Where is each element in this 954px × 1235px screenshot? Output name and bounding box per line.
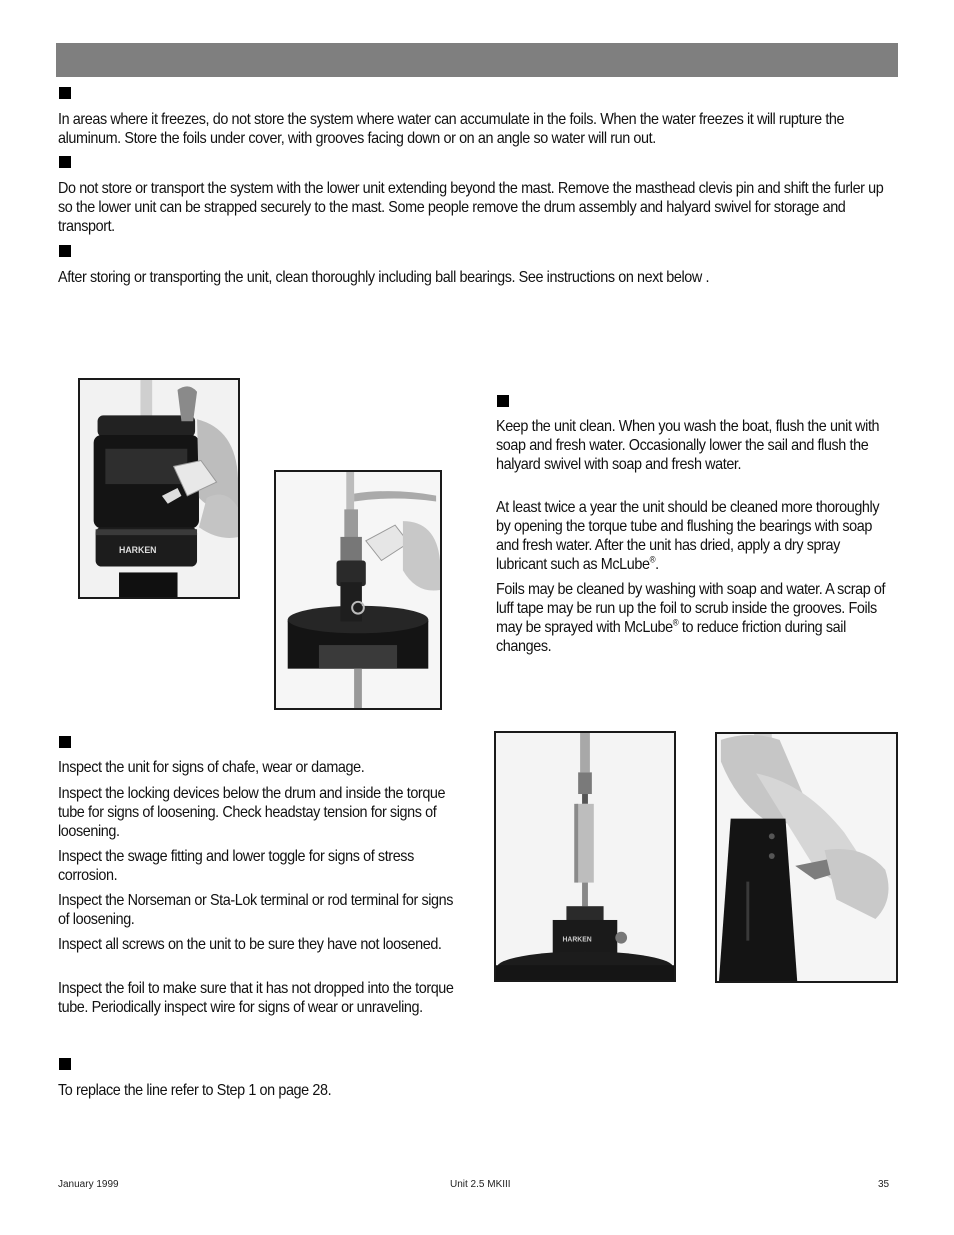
photo-lubricating-drum: [78, 378, 240, 599]
photo-lubricating-swivel: [274, 470, 442, 710]
section-bullet-transport: [59, 156, 71, 168]
cleaning-paragraph-3: [496, 580, 892, 656]
footer-unit: Unit 2.5 MKIII: [450, 1179, 511, 1190]
line-replacement-paragraph: To replace the line refer to Step 1 on page 28.: [58, 1082, 332, 1099]
transport-paragraph: Do not store or transport the system with the lower unit extending beyond the mast. Remove the masthead clevis pin and shift the furler up so the lower unit can be strapped securely to the mast. Some people remove the drum assembly and halyard swivel for storage and transport.: [58, 180, 884, 235]
section-bullet-after-storage: [59, 245, 71, 257]
after-storage-paragraph: After storing or transporting the unit, clean thoroughly including ball bearings. See instructions on next below .: [58, 269, 710, 286]
photo-lubricating-drum-drawing: [80, 380, 238, 597]
freezing-paragraph: In areas where it freezes, do not store the system where water can accumulate in the foils. When the water freezes it will rupture the aluminum. Store the foils under cover, with grooves facing down or on an angle so water will run out.: [58, 111, 845, 147]
inspection-item: Inspect the Norseman or Sta-Lok terminal or rod terminal for signs of loosening.: [58, 892, 454, 928]
photo-lubricating-swivel-drawing: [276, 472, 440, 708]
registered-mark: ®: [649, 554, 656, 565]
section-bullet-freezing: [59, 87, 71, 99]
photo-brand-label: HARKEN: [562, 936, 592, 944]
section-bullet-inspection: [59, 736, 71, 748]
inspection-item: Inspect the foil to make sure that it has not dropped into the torque tube. Periodically inspect wire for signs of wear or unraveling.: [58, 980, 454, 1016]
cleaning-paragraph-2-end: .: [655, 556, 659, 573]
section-bullet-cleaning: [497, 395, 509, 407]
inspection-item: Inspect the unit for signs of chafe, wear or damage.: [58, 759, 365, 776]
section-bullet-line: [59, 1058, 71, 1070]
inspection-item: Inspect the swage fitting and lower toggle for signs of stress corrosion.: [58, 848, 414, 884]
footer-date: January 1999: [58, 1179, 119, 1190]
photo-foil-inspection-drawing: [717, 734, 896, 981]
footer-page-number: 35: [878, 1179, 890, 1190]
cleaning-paragraph-3-text: Foils may be cleaned by washing with soap and water. A scrap of luff tape may be run up the foil to scrub inside the grooves. Foils may be sprayed with McLube: [496, 581, 886, 636]
cleaning-paragraph-1: Keep the unit clean. When you wash the boat, flush the unit with soap and fresh water. Occasionally lower the sail and flush the halyard swivel with soap and fresh water.: [496, 418, 880, 473]
inspection-item: Inspect all screws on the unit to be sure they have not loosened.: [58, 936, 442, 953]
cleaning-paragraph-2-text: At least twice a year the unit should be cleaned more thoroughly by opening the torque tube and flushing the bearings with soap and fresh water. After the unit has dried, apply a dry spray lubricant such as McLube: [496, 499, 880, 573]
header-bar: [56, 43, 898, 77]
photo-swivel-torque-tube: [494, 731, 676, 982]
registered-mark: ®: [672, 617, 679, 628]
photo-swivel-torque-tube-drawing: [496, 733, 674, 980]
photo-foil-inspection: [715, 732, 898, 983]
photo-brand-label: HARKEN: [119, 544, 157, 555]
inspection-item: Inspect the locking devices below the drum and inside the torque tube for signs of loosening. Check headstay tension for signs of loosening.: [58, 785, 446, 840]
cleaning-paragraph-2: [496, 498, 892, 574]
cleaning-paragraph-3-end: to reduce friction during sail changes.: [496, 619, 846, 655]
